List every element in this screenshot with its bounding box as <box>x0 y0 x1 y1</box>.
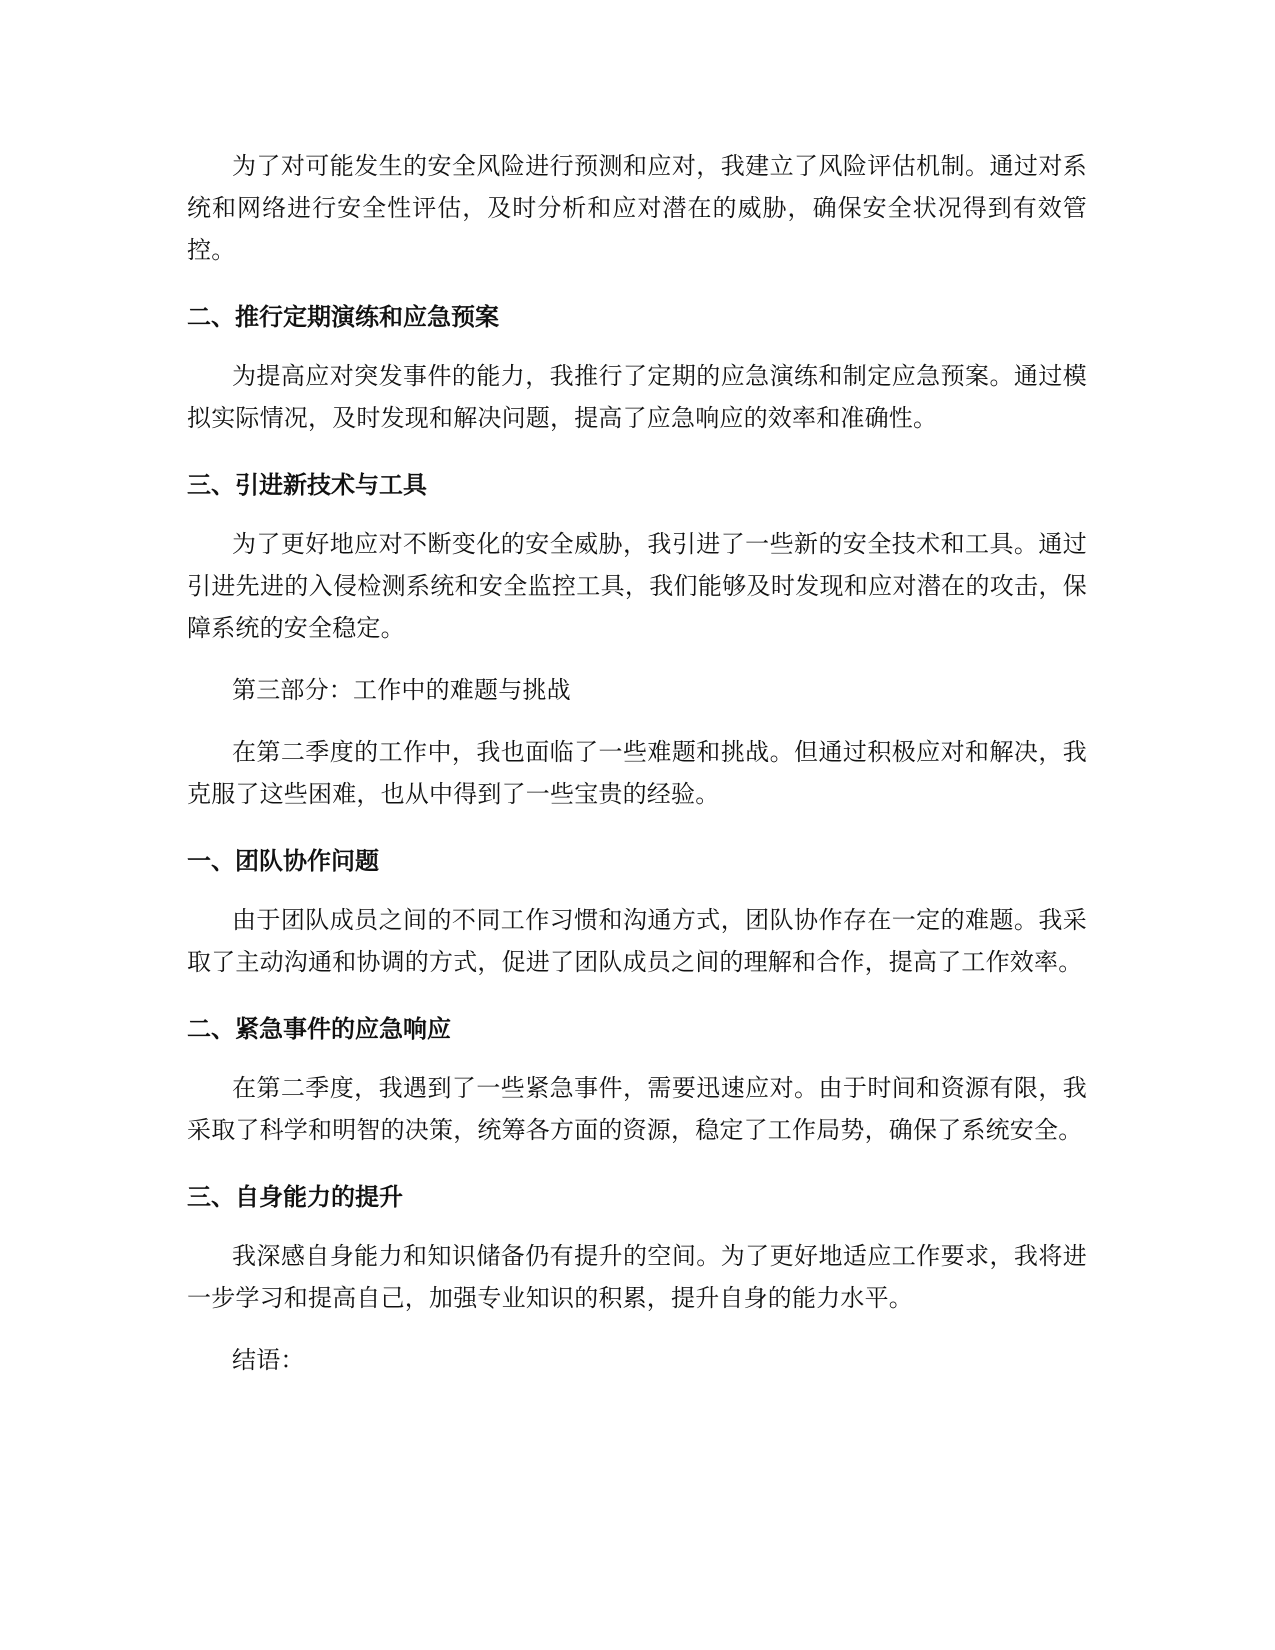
heading-drills-plans: 二、推行定期演练和应急预案 <box>187 303 499 331</box>
section-title-part-three: 第三部分：工作中的难题与挑战 <box>232 676 571 704</box>
paragraph-new-tech: 为了更好地应对不断变化的安全威胁，我引进了一些新的安全技术和工具。通过引进先进的入侵检测系统和安全监控工具，我们能够及时发现和应对潜在的攻击，保障系统的安全稳定。 <box>187 530 1087 642</box>
paragraph-risk-assessment: 为了对可能发生的安全风险进行预测和应对，我建立了风险评估机制。通过对系统和网络进行安全性评估，及时分析和应对潜在的威胁，确保安全状况得到有效管控。 <box>187 152 1087 264</box>
paragraph-teamwork: 由于团队成员之间的不同工作习惯和沟通方式，团队协作存在一定的难题。我采取了主动沟通和协调的方式，促进了团队成员之间的理解和合作，提高了工作效率。 <box>187 906 1087 976</box>
heading-self-improvement: 三、自身能力的提升 <box>187 1183 403 1211</box>
paragraph-emergency-response: 在第二季度，我遇到了一些紧急事件，需要迅速应对。由于时间和资源有限，我采取了科学和明智的决策，统筹各方面的资源，稳定了工作局势，确保了系统安全。 <box>187 1074 1087 1144</box>
heading-teamwork: 一、团队协作问题 <box>187 847 379 875</box>
paragraph-self-improvement: 我深感自身能力和知识储备仍有提升的空间。为了更好地适应工作要求，我将进一步学习和提高自己，加强专业知识的积累，提升自身的能力水平。 <box>187 1242 1087 1312</box>
paragraph-challenges-intro: 在第二季度的工作中，我也面临了一些难题和挑战。但通过积极应对和解决，我克服了这些困难，也从中得到了一些宝贵的经验。 <box>187 738 1087 808</box>
conclusion-label: 结语： <box>232 1346 305 1374</box>
heading-new-tech: 三、引进新技术与工具 <box>187 471 427 499</box>
document-body <box>187 145 1087 1381</box>
heading-emergency-response: 二、紧急事件的应急响应 <box>187 1015 451 1043</box>
paragraph-drills-plans: 为提高应对突发事件的能力，我推行了定期的应急演练和制定应急预案。通过模拟实际情况，及时发现和解决问题，提高了应急响应的效率和准确性。 <box>187 362 1087 432</box>
